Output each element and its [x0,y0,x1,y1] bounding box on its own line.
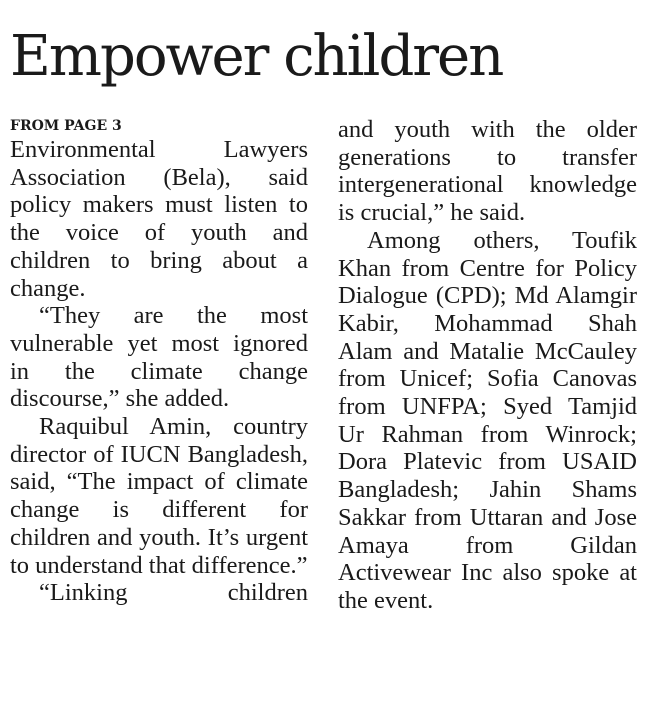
article-paragraph: Among others, Toufik Khan from Centre for Policy Dialogue (CPD); Md Alamgir Kabir, Mohammad Shah Alam and Matalie McCauley from Unicef; Sofia Canovas from UNFPA; Syed Tamjid Ur Rahman from Winrock; Dora Platevic from USAID Bangladesh; Jahin Shams Sakkar from Uttaran and Jose Amaya from Gildan Activewear Inc also spoke at the event. [338,226,637,614]
article-paragraph: Raquibul Amin, country director of IUCN Bangladesh, said, “The impact of climate change is different for children and youth. It’s urgent to understand that difference.” [10,413,308,579]
article-headline: Empower children [10,24,503,89]
article-paragraph: and youth with the older generations to transfer intergenerational knowledge is crucial,” he said. [338,116,637,227]
article-column-left [10,114,308,607]
article-byline: FROM PAGE 3 [10,118,122,134]
article-column-right [338,116,637,615]
article-paragraph: “Linking children [39,579,308,607]
article-paragraph: “They are the most vulnerable yet most ignored in the climate change discourse,” she added. [10,302,308,413]
article-paragraph: Environmental Lawyers Association (Bela), said policy makers must listen to the voice of youth and children to bring about a change. [10,136,308,302]
